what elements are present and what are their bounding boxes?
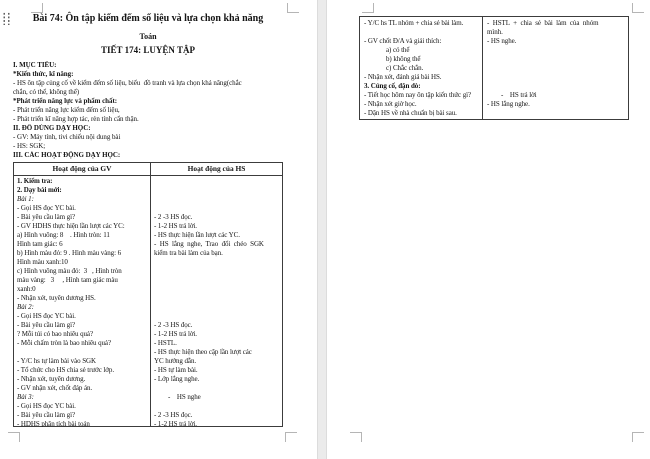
text-line [487,109,626,118]
text-line: II. ĐỒ DÙNG DẠY HỌC: [13,124,91,132]
page-title: Bài 74: Ôn tập kiểm đếm số liệu và lựa chọn khả năng [32,13,264,24]
text-line: - HS trả lời [501,91,537,99]
text-line: mình. [487,28,503,36]
text-line: YC hướng dẫn. [154,357,197,365]
text-line: b) không thể [386,55,421,63]
text-line [154,402,280,411]
text-line: - Gọi HS đọc YC bài. [17,312,76,320]
table-header-row [14,163,282,176]
text-line: - GV: Máy tính, tivi chiếu nội dung bài [13,133,121,141]
text-line: - HS nghe [168,393,201,401]
text-line: - 2 -3 HS đọc. [154,411,193,419]
text-line: kiểm tra bài làm của bạn. [154,249,223,257]
page-1 [0,0,318,459]
text-line: - Bài yêu cầu làm gì? [17,321,75,329]
margin-corner-mark [362,3,374,13]
text-line: - HS nghe. [487,37,517,45]
text-line [487,64,626,73]
text-line: - Phát triển kĩ năng hợp tác, rèn tính cẩn thận. [13,115,139,123]
text-line: *Kiến thức, kĩ năng: [13,70,74,78]
text-line: - Bài yêu cầu làm gì? [17,213,75,221]
subject-title: Toán [139,32,157,41]
margin-corner-mark [8,432,20,442]
text-line: c) Hình vuông màu đỏ: 3 , Hình tròn [17,267,122,275]
text-line: - 2 -3 HS đọc. [154,321,193,329]
text-line: Bài 2: [17,303,34,311]
text-line: 3. Củng cố, dặn dò: [364,82,421,90]
text-line: I. MỤC TIÊU: [13,61,57,69]
activities-table [13,162,283,427]
hs-activities-column [483,17,628,119]
margin-corner-mark [350,432,362,442]
text-line: - Nhận xét, tuyên dương. [17,375,86,383]
text-line: - Y/C hs tự làm bài vào SGK [17,357,96,365]
text-line: 1. Kiểm tra: [17,177,53,185]
text-line: - HSTL + chia sẻ bài làm của nhóm [487,19,599,27]
text-line: - HDHS phân tích bài toán [17,420,90,427]
text-line: - HS tự làm bài. [154,366,198,374]
text-line: a) có thể [386,46,410,54]
text-line: - GV chốt Đ/A và giải thích: [364,37,442,45]
text-line: Bài 3: [17,393,34,401]
text-line: - GV HDHS thực hiện lần lượt các YC: [17,222,125,230]
margin-corner-mark [287,3,299,13]
text-line: - 2 -3 HS đọc. [154,213,193,221]
text-line [487,82,626,91]
margin-corner-mark [632,3,644,13]
text-line: - 1-2 HS trả lời. [154,222,197,230]
table-header-gv: Hoạt động của GV [14,163,151,175]
text-line: màu vàng: 3 , Hình tam giác màu [17,276,118,284]
text-line: - Mỗi chấm tròn là bao nhiêu quả? [17,339,111,347]
text-line [154,267,280,276]
text-line [154,312,280,321]
text-line: - GV nhận xét, chốt đáp án. [17,384,93,392]
text-line: - Dặn HS về nhà chuẩn bị bài sau. [364,109,457,117]
text-line: - HS thực hiện lần lượt các YC. [154,231,240,239]
text-line [154,177,280,186]
text-line: - Nhận xét, đánh giá bài HS. [364,73,442,81]
text-line: - 1-2 HS trả lời. [154,330,197,338]
text-line: a) Hình vuông: 8 . Hình tròn: 11 [17,231,110,239]
text-line: ? Mỗi túi có bao nhiêu quả? [17,330,93,338]
text-line: - Nhận xét, tuyên dương HS. [17,294,96,302]
gv-activities-column [360,17,483,119]
text-line [154,276,280,285]
text-line: - Tổ chức cho HS chia sẻ trước lớp. [17,366,115,374]
text-line: - Gọi HS đọc YC bài. [17,402,76,410]
text-line: - Phát triển năng lực kiểm đếm số liệu, [13,106,120,114]
page-2 [327,0,650,459]
text-line [17,348,148,357]
text-line: - Tiết học hôm nay ôn tập kiến thức gì? [364,91,472,99]
text-line [487,46,626,55]
text-line: - Gọi HS đọc YC bài. [17,204,76,212]
lesson-title: TIẾT 174: LUYỆN TẬP [101,45,195,55]
text-line [154,258,280,267]
text-line: chắn, có thể, không thể) [13,88,80,96]
activities-table-continued [359,16,629,120]
margin-corner-mark [285,432,297,442]
text-line: c) Chắc chắn. [386,64,424,72]
text-line: Hình tam giác: 6 [17,240,63,248]
text-line [154,285,280,294]
text-line: 2. Dạy bài mới: [17,186,62,194]
text-line: - 1-2 HS trả lời. [154,420,197,427]
objectives-section [13,61,287,160]
text-line: - Lớp lắng nghe. [154,375,200,383]
text-line [154,384,280,393]
margin-corner-mark [632,432,644,442]
table-header-hs: Hoạt động của HS [187,164,246,173]
text-line: III. CÁC HOẠT ĐỘNG DẠY HỌC: [13,151,121,159]
text-line: - HS ôn tập củng cố về kiểm đếm số liệu, biểu đồ tranh và lựa chọn khả năng(chắc [13,79,242,87]
text-line: - HS: SGK; [13,142,46,150]
text-line: b) Hình màu đỏ: 9 . Hình màu vàng: 6 [17,249,122,257]
gv-activities-column [14,176,151,427]
text-line: *Phát triển năng lực và phẩm chất: [13,97,118,105]
text-line: - HS thực hiện theo cặp lần lượt các [154,348,252,356]
text-line [154,303,280,312]
text-line: - HSTL. [154,339,177,347]
text-line [487,55,626,64]
drag-handle-icon[interactable] [2,12,11,25]
text-line: - HS lắng nghe, Trao đổi chéo SGK [154,240,264,248]
text-line: Bài 1: [17,195,34,203]
text-line [154,195,280,204]
page-gutter-divider [317,0,327,459]
text-line: Hình màu xanh:10 [17,258,68,266]
text-line: - Nhận xét giờ học. [364,100,417,108]
text-line [487,73,626,82]
text-line [154,186,280,195]
text-line [154,204,280,213]
hs-activities-column [151,176,282,427]
text-line: - HS lắng nghe. [487,100,530,108]
text-line: - Bài yêu cầu làm gì? [17,411,75,419]
text-line [364,28,480,37]
text-line: xanh:0 [17,285,36,293]
text-line [154,294,280,303]
text-line: - Y/C hs TL nhóm + chia sẻ bài làm. [364,19,464,27]
